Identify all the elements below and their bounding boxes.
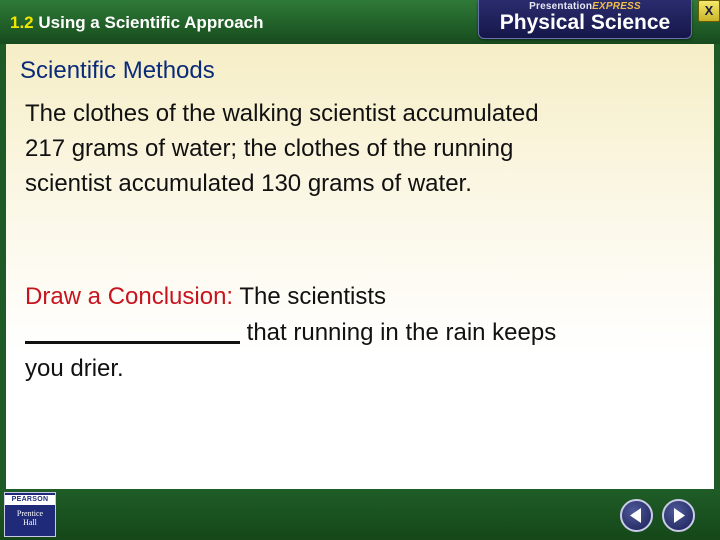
conclusion-part-1: The scientists <box>233 283 387 310</box>
logo-imprint-line-1: Prentice <box>16 509 44 518</box>
conclusion-part-2: that running in the rain keeps you drier. <box>25 319 557 382</box>
brand-badge <box>478 0 692 39</box>
brand-title: Physical Science <box>499 11 671 34</box>
header-bar <box>0 0 720 44</box>
next-slide-button[interactable] <box>662 499 695 532</box>
conclusion-text <box>25 279 565 387</box>
logo-imprint-line-2: Hall <box>23 518 37 527</box>
pearson-logo <box>4 492 56 537</box>
section-title <box>10 13 264 33</box>
close-button[interactable]: X <box>698 0 720 22</box>
content-panel <box>6 44 714 489</box>
slide-body-text: The clothes of the walking scientist accumulated 217 grams of water; the clothes of the running scientist accumulated 130 grams of water. <box>25 100 539 197</box>
answer-blank <box>25 317 240 344</box>
footer-bar <box>0 489 720 540</box>
previous-slide-button[interactable] <box>620 499 653 532</box>
section-number: 1.2 <box>10 13 34 32</box>
conclusion-label: Draw a Conclusion: <box>25 283 234 310</box>
section-title-text: Using a Scientific Approach <box>33 13 264 32</box>
slide-heading: Scientific Methods <box>20 57 215 84</box>
back-arrow-icon <box>622 501 651 530</box>
logo-brand-text: PEARSON <box>5 495 55 505</box>
logo-imprint <box>5 509 55 527</box>
brand-subtitle-accent: EXPRESS <box>592 1 641 12</box>
brand-subtitle-prefix: Presentation <box>529 1 593 12</box>
forward-arrow-icon <box>664 501 693 530</box>
